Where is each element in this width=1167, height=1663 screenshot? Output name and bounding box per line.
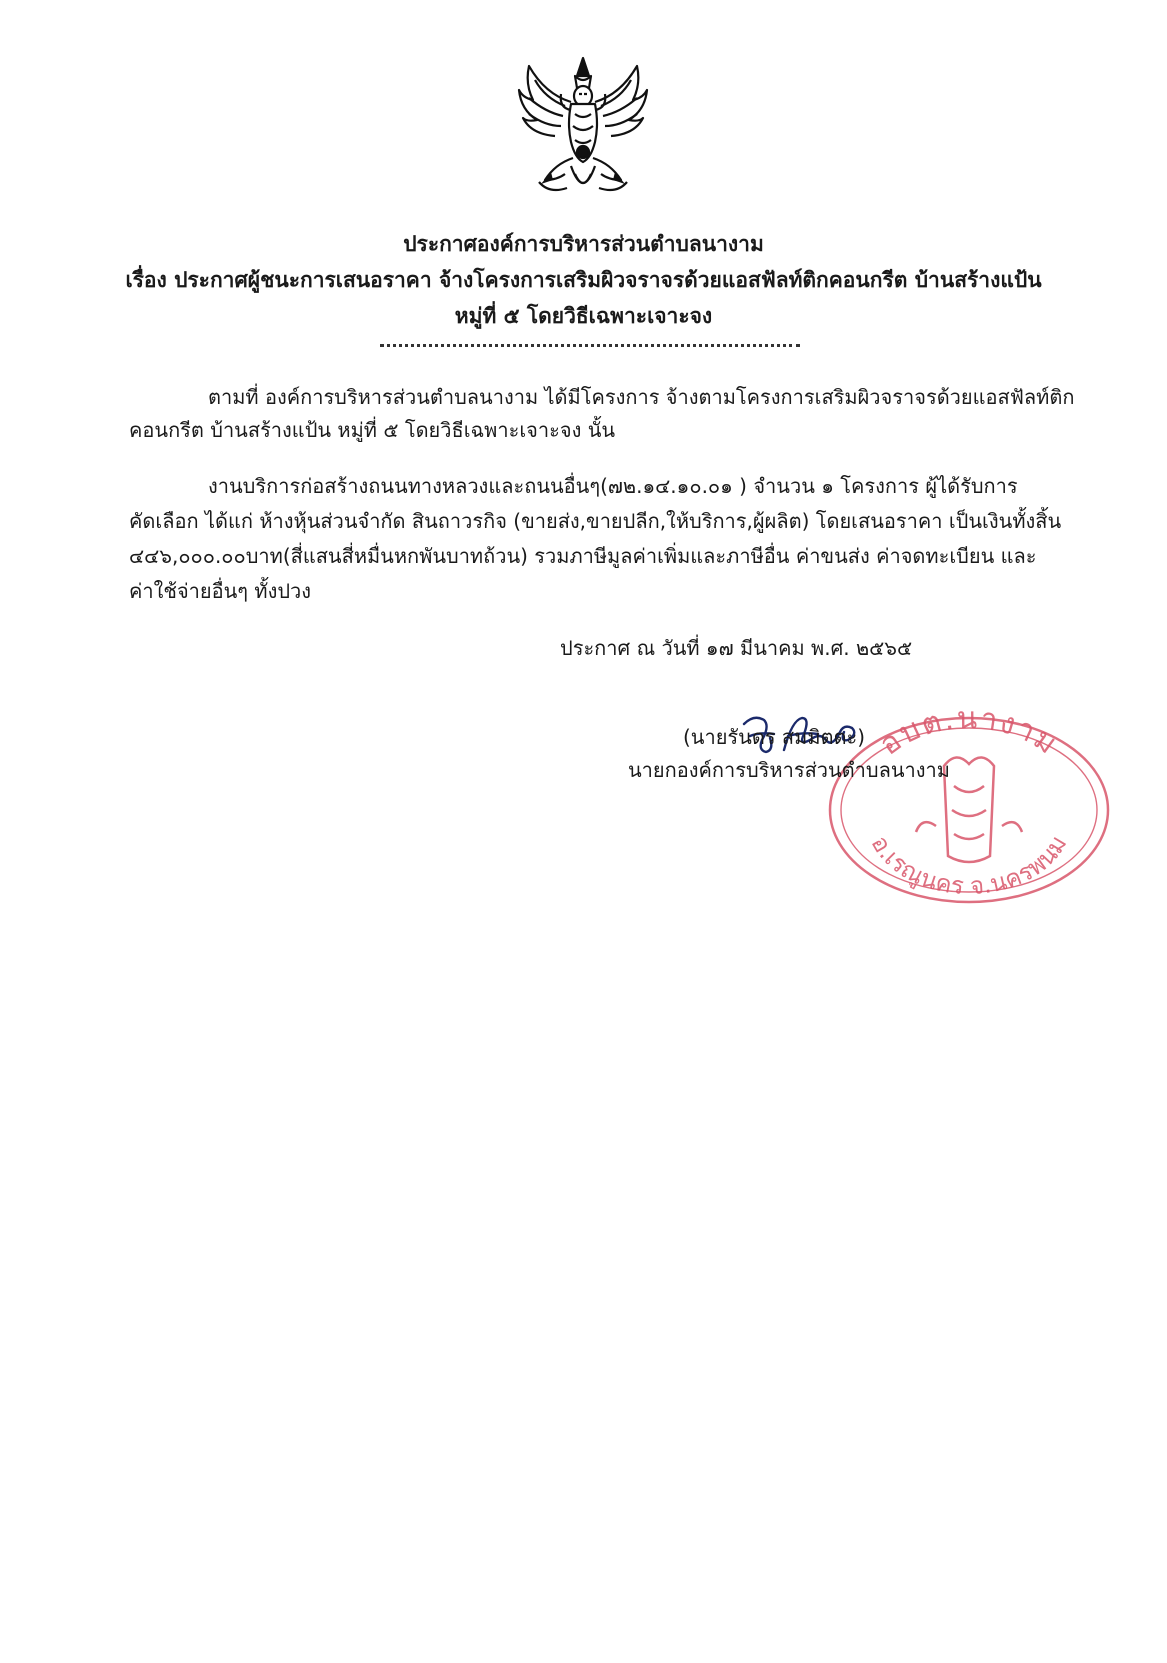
- garuda-emblem-icon: [515, 54, 651, 204]
- seal-top-text: อบต.นางาม: [873, 706, 1065, 763]
- seal-bottom-text: อ.เรณูนคร จ.นครพนม: [865, 830, 1073, 901]
- announcement-subject: เรื่อง ประกาศผู้ชนะการเสนอราคา จ้างโครงการเสริมผิวจราจรด้วยแอสฟัลท์ติกคอนกรีต บ้านสร้างแป้น: [125, 268, 1042, 292]
- signer-name: (นายรันดร สมมิตตะ): [683, 725, 866, 749]
- dotted-divider: [380, 344, 800, 347]
- paragraph1-line2: คอนกรีต บ้านสร้างแป้น หมู่ที่ ๕ โดยวิธีเฉพาะเจาะจง นั้น: [129, 418, 616, 442]
- paragraph2-line1: งานบริการก่อสร้างถนนทางหลวงและถนนอื่นๆ(๗๒.๑๔.๑๐.๐๑ ) จำนวน ๑ โครงการ ผู้ได้รับการ: [208, 474, 1018, 498]
- office-seal: [826, 706, 1112, 906]
- paragraph2-line3: ๔๔๖,๐๐๐.๐๐บาท(สี่แสนสี่หมื่นหกพันบาทถ้วน) รวมภาษีมูลค่าเพิ่มและภาษีอื่น ค่าขนส่ง ค่าจดทะเบียน และ: [129, 544, 1037, 568]
- paragraph1-line1: ตามที่ องค์การบริหารส่วนตำบลนางาม ได้มีโครงการ จ้างตามโครงการเสริมผิวจราจรด้วยแอสฟัลท์ติก: [208, 385, 1075, 409]
- announcement-subject-cont: หมู่ที่ ๕ โดยวิธีเฉพาะเจาะจง: [454, 304, 713, 328]
- paragraph2-line2: คัดเลือก ได้แก่ ห้างหุ้นส่วนจำกัด สินถาวรกิจ (ขายส่ง,ขายปลีก,ให้บริการ,ผู้ผลิต) โดยเสนอราคา เป็นเงินทั้งสิ้น: [129, 509, 1062, 533]
- announcement-date: ประกาศ ณ วันที่ ๑๗ มีนาคม พ.ศ. ๒๕๖๕: [560, 636, 913, 660]
- announcement-title: ประกาศองค์การบริหารส่วนตำบลนางาม: [403, 232, 764, 256]
- paragraph2-line4: ค่าใช้จ่ายอื่นๆ ทั้งปวง: [129, 579, 312, 603]
- signer-position: นายกองค์การบริหารส่วนตำบลนางาม: [628, 758, 950, 782]
